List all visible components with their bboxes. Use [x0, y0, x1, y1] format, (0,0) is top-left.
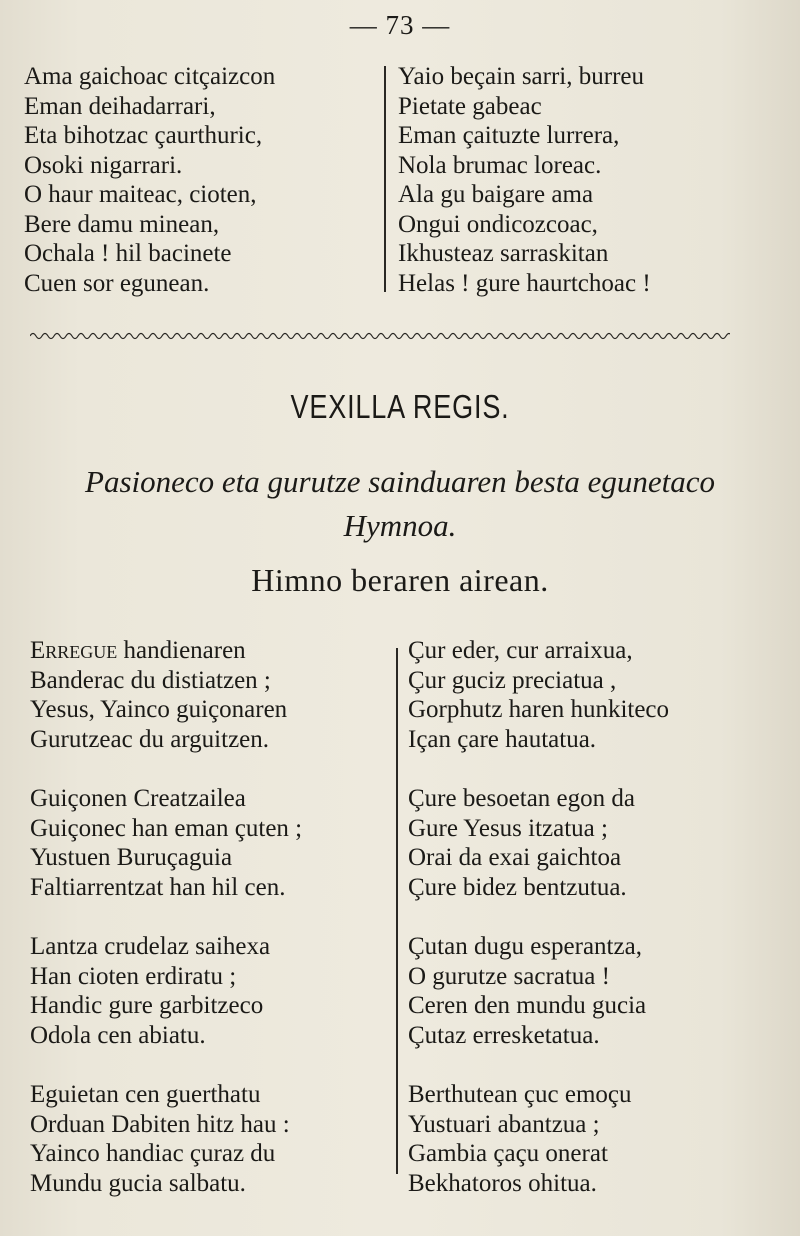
stanza: [408, 636, 669, 754]
hymn-left-column: [30, 636, 302, 1198]
verse-line: Pietate gabeac: [398, 92, 542, 120]
verse-line: [30, 636, 302, 666]
stanza: [408, 784, 669, 902]
verse-line: Çur guciz preciatua ,: [408, 666, 617, 694]
verse-line: Bere damu minean,: [24, 210, 220, 238]
verse-line: Ongui ondicozcoac,: [398, 210, 598, 238]
verse-line: Eta bihotzac çaurthuric,: [24, 122, 263, 149]
verse-line: Orai da exai gaichtoa: [408, 844, 622, 871]
stanza: [30, 932, 302, 1050]
verse-line-rest: handienaren: [117, 637, 246, 664]
stanza: [30, 784, 302, 902]
verse-line: Içan çare hautatua.: [408, 725, 597, 753]
verse-line: Bekhatoros ohitua.: [408, 1169, 597, 1197]
verse-line: Eguietan cen guerthatu: [30, 1081, 261, 1108]
hymn-column-divider: [396, 648, 398, 1174]
verse-line: Gorphutz haren hunkiteco: [408, 696, 670, 723]
verse-line: Ochala ! hil bacinete: [24, 240, 232, 267]
verse-line: Çutaz erresketatua.: [408, 1021, 600, 1049]
verse-line: Yaio beçain sarri, burreu: [398, 63, 644, 90]
verse-line: Han cioten erdiratu ;: [30, 962, 237, 990]
verse-line: Gurutzeac du arguitzen.: [30, 725, 270, 753]
verse-line: Ama gaichoac citçaizcon: [24, 63, 276, 90]
verse-line: Gure Yesus itzatua ;: [408, 814, 608, 842]
verse-line: Yainco handiac çuraz du: [30, 1140, 276, 1167]
verse-line: Lantza crudelaz saihexa: [30, 933, 271, 960]
verse-line: Çure bidez bentzutua.: [408, 873, 627, 901]
top-column-divider: [384, 66, 386, 292]
verse-line: Faltiarrentzat han hil cen.: [30, 873, 286, 901]
verse-line: Yustuari abantzua ;: [408, 1110, 600, 1138]
initial-word: Erregue: [30, 637, 118, 664]
verse-line: Osoki nigarrari.: [24, 151, 183, 179]
verse-line: Yesus, Yainco guiçonaren: [30, 696, 288, 723]
verse-line: Ala gu baigare ama: [398, 181, 594, 208]
verse-line: Berthutean çuc emoçu: [408, 1081, 632, 1108]
verse-line: O haur maiteac, cioten,: [24, 181, 257, 208]
verse-line: Çure besoetan egon da: [408, 785, 636, 812]
verse-line: Odola cen abiatu.: [30, 1021, 206, 1049]
verse-line: Helas ! gure haurtchoac !: [398, 269, 651, 297]
verse-line: Çur eder, cur arraixua,: [408, 637, 633, 664]
verse-line: Çutan dugu esperantza,: [408, 933, 642, 960]
verse-line: Handic gure garbitzeco: [30, 992, 264, 1019]
verse-line: Banderac du distiatzen ;: [30, 666, 271, 694]
hymn-subtitle-line2: Hymnoa.: [343, 508, 457, 543]
verse-line: Orduan Dabiten hitz hau :: [30, 1110, 290, 1138]
stanza: [408, 1080, 669, 1198]
verse-line: O gurutze sacratua !: [408, 962, 610, 990]
top-right-verse: [398, 62, 651, 298]
verse-line: Eman deihadarrari,: [24, 92, 216, 120]
verse-line: Guiçonec han eman çuten ;: [30, 814, 303, 842]
verse-line: Ikhusteaz sarraskitan: [398, 240, 609, 267]
verse-line: Ceren den mundu gucia: [408, 992, 647, 1019]
hymn-title: VEXILLA REGIS.: [290, 388, 510, 425]
verse-line: Guiçonen Creatzailea: [30, 785, 246, 812]
hymn-subtitle-line1: Pasioneco eta gurutze sainduaren besta egunetaco: [85, 464, 715, 499]
verse-line: Gambia çaçu onerat: [408, 1140, 608, 1167]
stanza: [30, 636, 302, 754]
verse-line: Nola brumac loreac.: [398, 151, 602, 179]
verse-line: Cuen sor egunean.: [24, 269, 210, 297]
verse-line: Yustuen Buruçaguia: [30, 844, 233, 871]
verse-line: Eman çaituzte lurrera,: [398, 122, 620, 149]
wavy-separator-rule: [30, 329, 730, 343]
top-left-verse: [24, 62, 275, 298]
page-number: — 73 —: [349, 10, 451, 40]
hymn-tune-note: Himno beraren airean.: [251, 562, 549, 598]
hymn-right-column: [408, 636, 669, 1198]
stanza: [30, 1080, 302, 1198]
stanza: [408, 932, 669, 1050]
verse-line: Mundu gucia salbatu.: [30, 1169, 246, 1197]
